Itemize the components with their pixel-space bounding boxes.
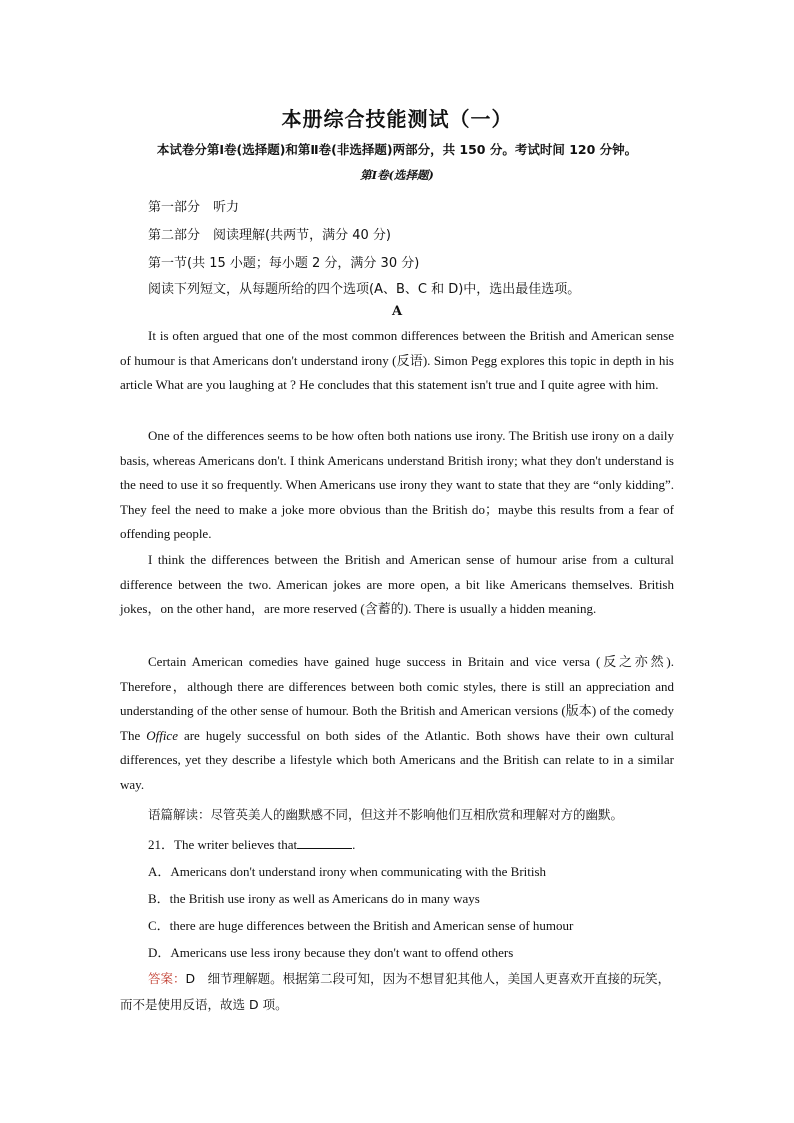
answer-text: D 细节理解题。根据第二段可知，因为不想冒犯其他人，美国人更喜欢开直接的玩笑，而不是使用反语，故选 D 项。: [120, 971, 671, 1012]
answer-blank: [297, 836, 352, 849]
section1-heading: 第一节(共 15 小题；每小题 2 分，满分 30 分): [148, 256, 420, 271]
passage-paragraph-2: One of the differences seems to be how often both nations use irony. The British use irony on a daily basis, whereas Americans don't. I think Americans understand British irony; what they don't understand is the need to use it so frequently. When Americans use irony they want to state that they are “only kidding”. They feel the need to make a joke more obvious than the British do；maybe this results from a fear of offending people.: [120, 428, 674, 541]
option-c: C．there are huge differences between the British and American sense of humour: [148, 918, 574, 933]
exam-subtitle: 本试卷分第Ⅰ卷(选择题)和第Ⅱ卷(非选择题)两部分，共 150 分。考试时间 120 分钟。: [156, 142, 638, 157]
part2-heading: 第二部分 阅读理解(共两节，满分 40 分): [148, 228, 391, 243]
instruction-text: 阅读下列短文，从每题所给的四个选项(A、B、C 和 D)中，选出最佳选项。: [148, 282, 581, 297]
question-stem-text: 21．The writer believes that: [148, 837, 298, 852]
passage-paragraph-4: [120, 650, 674, 797]
part1-heading: 第一部分 听力: [148, 200, 240, 215]
passage-paragraph-3: I think the differences between the British and American sense of humour arise from a cultural difference between the two. American jokes are more open, a bit like Americans themselves. British jokes，on the other hand，are more reserved (含蓄的). There is usually a hidden meaning.: [120, 552, 674, 616]
answer-explanation: [120, 966, 674, 1018]
paragraph-4-italic: Office: [146, 727, 178, 743]
passage-note: 语篇解读：尽管英美人的幽默感不同，但这并不影响他们互相欣赏和理解对方的幽默。: [148, 807, 624, 822]
question-stem: [148, 834, 355, 853]
passage-letter: A: [391, 304, 403, 319]
answer-label: 答案：: [148, 971, 186, 986]
page-title: 本册综合技能测试（一）: [281, 107, 513, 131]
question-stem-end: .: [352, 837, 356, 852]
passage-paragraph-1: It is often argued that one of the most common differences between the British and American sense of humour is that Americans don't understand irony (反语). Simon Pegg explores this topic in depth in his article What are you laughing at ? He concludes that this statement isn't true and I quite agree with him.: [120, 328, 674, 392]
volume-heading: 第Ⅰ卷(选择题): [360, 168, 434, 182]
option-d: D．Americans use less irony because they don't want to offend others: [148, 945, 514, 960]
paragraph-4-text-a: Certain American comedies have gained huge success in Britain and vice versa (反之亦然). Therefore，although there are differences between both comic styles, there is still an appreciation and understanding of the other sense of humour. Both the British and American versions (版本) of the comedy The: [120, 654, 674, 743]
option-b: B．the British use irony as well as Americans do in many ways: [148, 891, 480, 906]
option-a: A．Americans don't understand irony when communicating with the British: [148, 864, 547, 879]
paragraph-4-text-b: are hugely successful on both sides of the Atlantic. Both shows have their own cultural differences, yet they describe a lifestyle which both Americans and the British can relate to in a similar way.: [120, 727, 674, 792]
